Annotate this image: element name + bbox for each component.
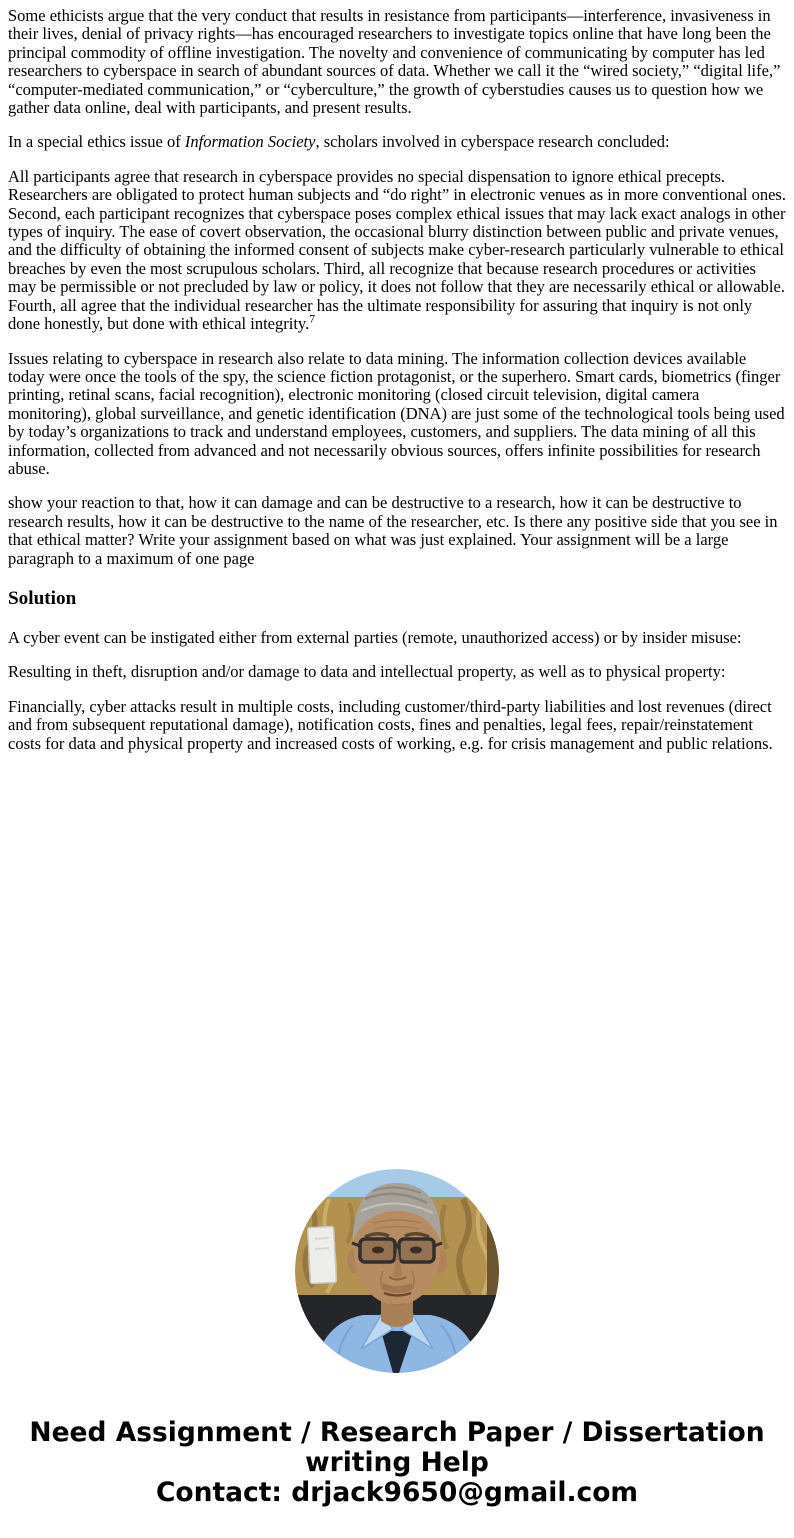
portrait-photo [295,1169,499,1373]
paragraph-text: , scholars involved in cyberspace research concluded: [315,132,670,152]
paragraph-participants-agree [8,168,786,334]
footnote-marker: 7 [309,313,315,326]
journal-title-italic: Information Society [184,132,316,152]
solution-heading: Solution [8,587,77,609]
paragraph-cyber-event: A cyber event can be instigated either from external parties (remote, unauthorized access) or by insider misuse: [8,628,742,647]
paragraph-assignment-prompt: show your reaction to that, how it can damage and can be destructive to a research, how it can be destructive to research results, how it can be destructive to the name of the researcher, etc. Is there any positive side that you see in that ethical matter? Write your assignment based on what was just explained. Your assignment will be a large paragraph to a maximum of one page [8,493,778,568]
paragraph-text: All participants agree that research in cyberspace provides no special dispensation to ignore ethical precepts. Researchers are obligated to protect human subjects and “do right” in electronic venues as in more conventional ones. Second, each participant recognizes that cyberspace poses complex ethical issues that may lack exact analogs in other types of inquiry. The ease of covert observation, the occasional blurry distinction between public and private venues, and the difficulty of obtaining the informed consent of subjects make cyber-research particularly vulnerable to ethical breaches by even the most scrupulous scholars. Third, all recognize that because research procedures or activities may be permissible or not precluded by law or policy, it does not follow that they are necessarily ethical or allowable. Fourth, all agree that the individual researcher has the ultimate responsibility for assuring that inquiry is not only done honestly, but done with ethical integrity. [8,166,786,334]
paragraph-resulting-theft: Resulting in theft, disruption and/or damage to data and intellectual property, as well as to physical property: [8,662,726,682]
paragraph-text: Some ethicists argue that the very conduct that results in resistance from participants—interference, invasiveness in their lives, denial of privacy rights—has encouraged researchers to investigate topics online that have long been the principal commodity of offline investigation. The novelty and convenience of communicating by computer has led researchers to cyberspace in search of abundant sources of data. Whether we call it the “wired society,” “digital life,” “computer-mediated communication,” or “cyberculture,” the growth of cyberstudies causes us to question how we gather data online, deal with participants, and present results. [8,6,781,118]
paragraph-ethicists-argue [8,7,786,117]
paragraph-data-mining: Issues relating to cyberspace in research also relate to data mining. The information collection devices available today were once the tools of the spy, the science fiction protagonist, or the superhero. Smart cards, biometrics (finger printing, retinal scans, facial recognition), electronic monitoring (closed circuit television, digital camera monitoring), global surveillance, and genetic identification (DNA) are just some of the technological tools being used by today’s organizations to track and understand employees, customers, and suppliers. The data mining of all this information, collected from advanced and not necessarily obvious sources, offers infinite possibilities for research abuse. [8,348,785,478]
footer-line-2: writing Help [305,1447,489,1479]
paragraph-financial-costs: Financially, cyber attacks result in multiple costs, including customer/third-party liabilities and lost revenues (direct and from subsequent reputational damage), notification costs, fines and penalties, legal fees, repair/reinstatement costs for data and physical property and increased costs of working, e.g. for crisis management and public relations. [8,696,773,753]
footer-line-1: Need Assignment / Research Paper / Dissertation [29,1417,765,1449]
paragraph-ethics-issue [8,133,786,151]
footer-contact-email-line: Contact: drjack9650@gmail.com [155,1477,639,1509]
portrait-photo-illustration [295,1169,499,1373]
footer-contact-banner [8,1418,786,1538]
paragraph-text: In a special ethics issue of [8,132,185,152]
